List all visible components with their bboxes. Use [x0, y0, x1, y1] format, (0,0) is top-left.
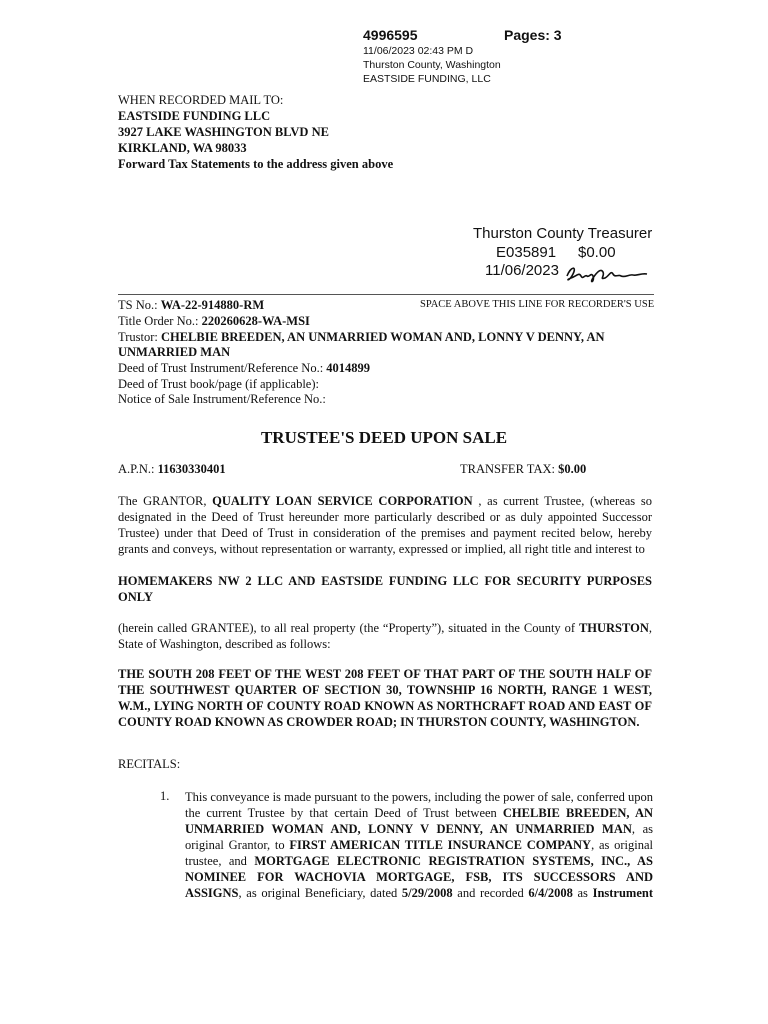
treasurer-title: Thurston County Treasurer	[473, 225, 653, 242]
page-count: Pages: 3	[504, 27, 562, 43]
legal-description: THE SOUTH 208 FEET OF THE WEST 208 FEET OF THAT PART OF THE SOUTH HALF OF THE SOUTHWEST QUARTER OF SECTION 30, TOWNSHIP 16 NORTH, RANGE 1 WEST, W.M., LYING NORTH OF COUNTY ROAD KNOWN AS NORTHCRAFT ROAD AND EAST OF COUNTY ROAD KNOWN AS CROWDER ROAD; IN THURSTON COUNTY, WASHINGTON.	[118, 667, 652, 729]
recital-number: 1.	[160, 789, 170, 803]
grantee: HOMEMAKERS NW 2 LLC AND EASTSIDE FUNDING LLC FOR SECURITY PURPOSES ONLY	[118, 574, 652, 604]
recorder-note: SPACE ABOVE THIS LINE FOR RECORDER'S USE	[420, 299, 655, 310]
property-paragraph: (herein called GRANTEE), to all real property (the “Property”), situated in the County of THURSTON, State of Washington, described as follows:	[118, 621, 652, 651]
notice-of-sale-reference: Notice of Sale Instrument/Reference No.:	[118, 392, 326, 406]
recording-county: Thurston County, Washington	[363, 59, 501, 71]
deed-of-trust-book: Deed of Trust book/page (if applicable):	[118, 377, 319, 391]
recording-party: EASTSIDE FUNDING, LLC	[363, 73, 491, 85]
trustor-continued: UNMARRIED MAN	[118, 345, 231, 359]
transfer-tax: TRANSFER TAX: $0.00	[460, 462, 587, 476]
recorder-separator	[118, 294, 654, 295]
mail-to-heading: WHEN RECORDED MAIL TO:	[118, 93, 284, 107]
grantor-paragraph: The GRANTOR, QUALITY LOAN SERVICE CORPORATION , as current Trustee, (whereas so designated in the Deed of Trust hereunder more particularly described or as duly appointed Successor Trustee) under that Deed of Trust in consideration of the premises and payment recited below, hereby grants and conveys, without representation or warranty, expressed or implied, all right title and interest to	[118, 494, 652, 556]
title-order-number: Title Order No.: 220260628-WA-MSI	[118, 314, 310, 328]
deed-of-trust-reference: Deed of Trust Instrument/Reference No.: 4014899	[118, 361, 371, 375]
treasurer-code: E035891	[496, 244, 557, 261]
mail-to-street: 3927 LAKE WASHINGTON BLVD NE	[118, 125, 329, 139]
treasurer-date: 11/06/2023	[485, 262, 559, 279]
treasurer-amount: $0.00	[578, 244, 616, 261]
ts-number: TS No.: WA-22-914880-RM	[118, 298, 265, 312]
document-title: TRUSTEE'S DEED UPON SALE	[260, 428, 508, 447]
mail-to-city: KIRKLAND, WA 98033	[118, 141, 247, 155]
recitals-heading: RECITALS:	[118, 757, 181, 771]
apn: A.P.N.: 11630330401	[118, 462, 226, 476]
recital-1: This conveyance is made pursuant to the powers, including the power of sale, conferred upon the current Trustee by that certain Deed of Trust between CHELBIE BREEDEN, AN UNMARRIED WOMAN AND, LONNY V DENNY, AN UNMARRIED MAN, as original Grantor, to FIRST AMERICAN TITLE INSURANCE COMPANY, as original trustee, and MORTGAGE ELECTRONIC REGISTRATION SYSTEMS, INC., AS NOMINEE FOR WACHOVIA MORTGAGE, FSB, ITS SUCCESSORS AND ASSIGNS, as original Beneficiary, dated 5/29/2008 and recorded 6/4/2008 as Instrument	[185, 790, 654, 900]
mail-to-name: EASTSIDE FUNDING LLC	[118, 109, 271, 123]
trustor: Trustor: CHELBIE BREEDEN, AN UNMARRIED WOMAN AND, LONNY V DENNY, AN	[118, 330, 605, 344]
recording-number: 4996595	[363, 27, 418, 43]
treasurer-signature	[563, 262, 649, 286]
tax-statement-note: Forward Tax Statements to the address given above	[118, 157, 394, 171]
recording-datetime: 11/06/2023 02:43 PM D	[363, 45, 474, 57]
